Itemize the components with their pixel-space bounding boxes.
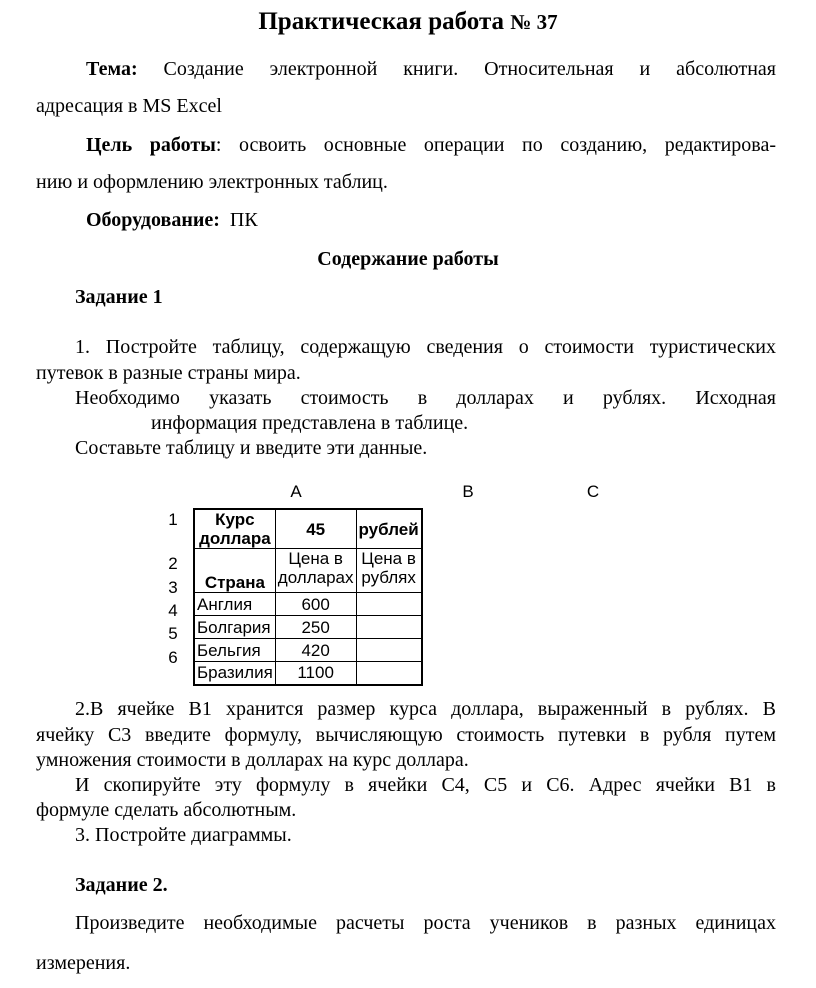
cell-c3[interactable]	[356, 593, 422, 616]
column-header-a: A	[290, 482, 302, 501]
task2-line2: измерения.	[36, 952, 131, 974]
cell-a5[interactable]: Бельгия	[194, 639, 275, 662]
cell-b2-line2: долларах	[277, 568, 354, 587]
row-header-4: 4	[168, 601, 178, 620]
title-main: Практическая работа	[258, 8, 505, 35]
step2-line4: И скопируйте эту формулу в ячейки С4, С5 и С6. Адрес ячейки В1 в	[75, 774, 776, 796]
task1-p3: Составьте таблицу и введите эти данные.	[75, 437, 428, 459]
step2-line5: формуле сделать абсолютным.	[36, 799, 297, 821]
row-header-6: 6	[168, 648, 178, 667]
price-table	[193, 508, 423, 686]
table-row	[194, 593, 422, 616]
cell-a3[interactable]: Англия	[194, 593, 275, 616]
table-row	[194, 662, 422, 685]
step2-line2: ячейку С3 введите формулу, вычисляющую стоимость путевки в рубля путем	[36, 724, 776, 746]
row-header-1: 1	[168, 510, 178, 529]
task2-line1: Произведите необходимые расчеты роста учеников в разных единицах	[75, 912, 776, 934]
table-row	[194, 616, 422, 639]
cell-c6[interactable]	[356, 662, 422, 685]
cell-c4[interactable]	[356, 616, 422, 639]
page-title	[0, 8, 816, 36]
topic-text-1: Создание электронной книги. Относительная и абсолютная	[163, 58, 776, 80]
goal-text-1: : освоить основные операции по созданию, редактирова-	[215, 134, 776, 156]
cell-a4[interactable]: Болгария	[194, 616, 275, 639]
cell-c1[interactable]: рублей	[356, 509, 422, 549]
equipment-line	[86, 209, 258, 232]
column-header-c: C	[586, 482, 600, 501]
cell-a1[interactable]: Курс доллара	[194, 509, 275, 549]
cell-a2[interactable]: Страна	[194, 549, 275, 593]
table-row	[194, 639, 422, 662]
cell-b2[interactable]	[275, 549, 356, 593]
cell-c2[interactable]	[356, 549, 422, 593]
step3-line: 3. Постройте диаграммы.	[75, 824, 292, 846]
cell-b3[interactable]: 600	[275, 593, 356, 616]
cell-c2-line2: рублях	[361, 568, 416, 587]
task1-heading: Задание 1	[75, 286, 163, 308]
goal-text-2: нию и оформлению электронных таблиц.	[36, 171, 388, 193]
cell-b6[interactable]: 1100	[275, 662, 356, 685]
topic-label: Тема:	[86, 58, 138, 80]
content-heading: Содержание работы	[317, 248, 499, 270]
task1-p1-line1: 1. Постройте таблицу, содержащую сведения о стоимости туристических	[75, 336, 776, 358]
task1-p1-line2: путевок в разные страны мира.	[36, 362, 301, 384]
cell-a6[interactable]: Бразилия	[194, 662, 275, 685]
title-number: № 37	[510, 10, 558, 34]
cell-b5[interactable]: 420	[275, 639, 356, 662]
column-header-b: B	[462, 482, 474, 501]
task1-p2-line2: информация представлена в таблице.	[151, 412, 469, 434]
table-row	[194, 549, 422, 593]
task2-heading: Задание 2.	[75, 874, 168, 896]
row-header-3: 3	[168, 578, 178, 597]
equipment-label: Оборудование:	[86, 209, 220, 231]
cell-c5[interactable]	[356, 639, 422, 662]
equipment-value: ПК	[229, 209, 258, 231]
table-row	[194, 509, 422, 549]
step2-line1: 2.В ячейке В1 хранится размер курса доллара, выраженный в рублях. В	[75, 698, 776, 720]
cell-b1[interactable]: 45	[275, 509, 356, 549]
goal-line-1	[86, 134, 776, 157]
step2-line3: умножения стоимости в долларах на курс доллара.	[36, 749, 469, 771]
topic-text-2: адресация в MS Excel	[36, 95, 222, 117]
cell-b4[interactable]: 250	[275, 616, 356, 639]
row-header-5: 5	[168, 624, 178, 643]
task1-p2-line1: Необходимо указать стоимость в долларах и рублях. Исходная	[75, 387, 776, 409]
goal-label: Цель работы	[86, 134, 216, 156]
topic-line-1	[86, 58, 776, 81]
row-header-2: 2	[168, 554, 178, 573]
cell-b2-line1: Цена в	[288, 549, 343, 568]
cell-c2-line1: Цена в	[361, 549, 416, 568]
